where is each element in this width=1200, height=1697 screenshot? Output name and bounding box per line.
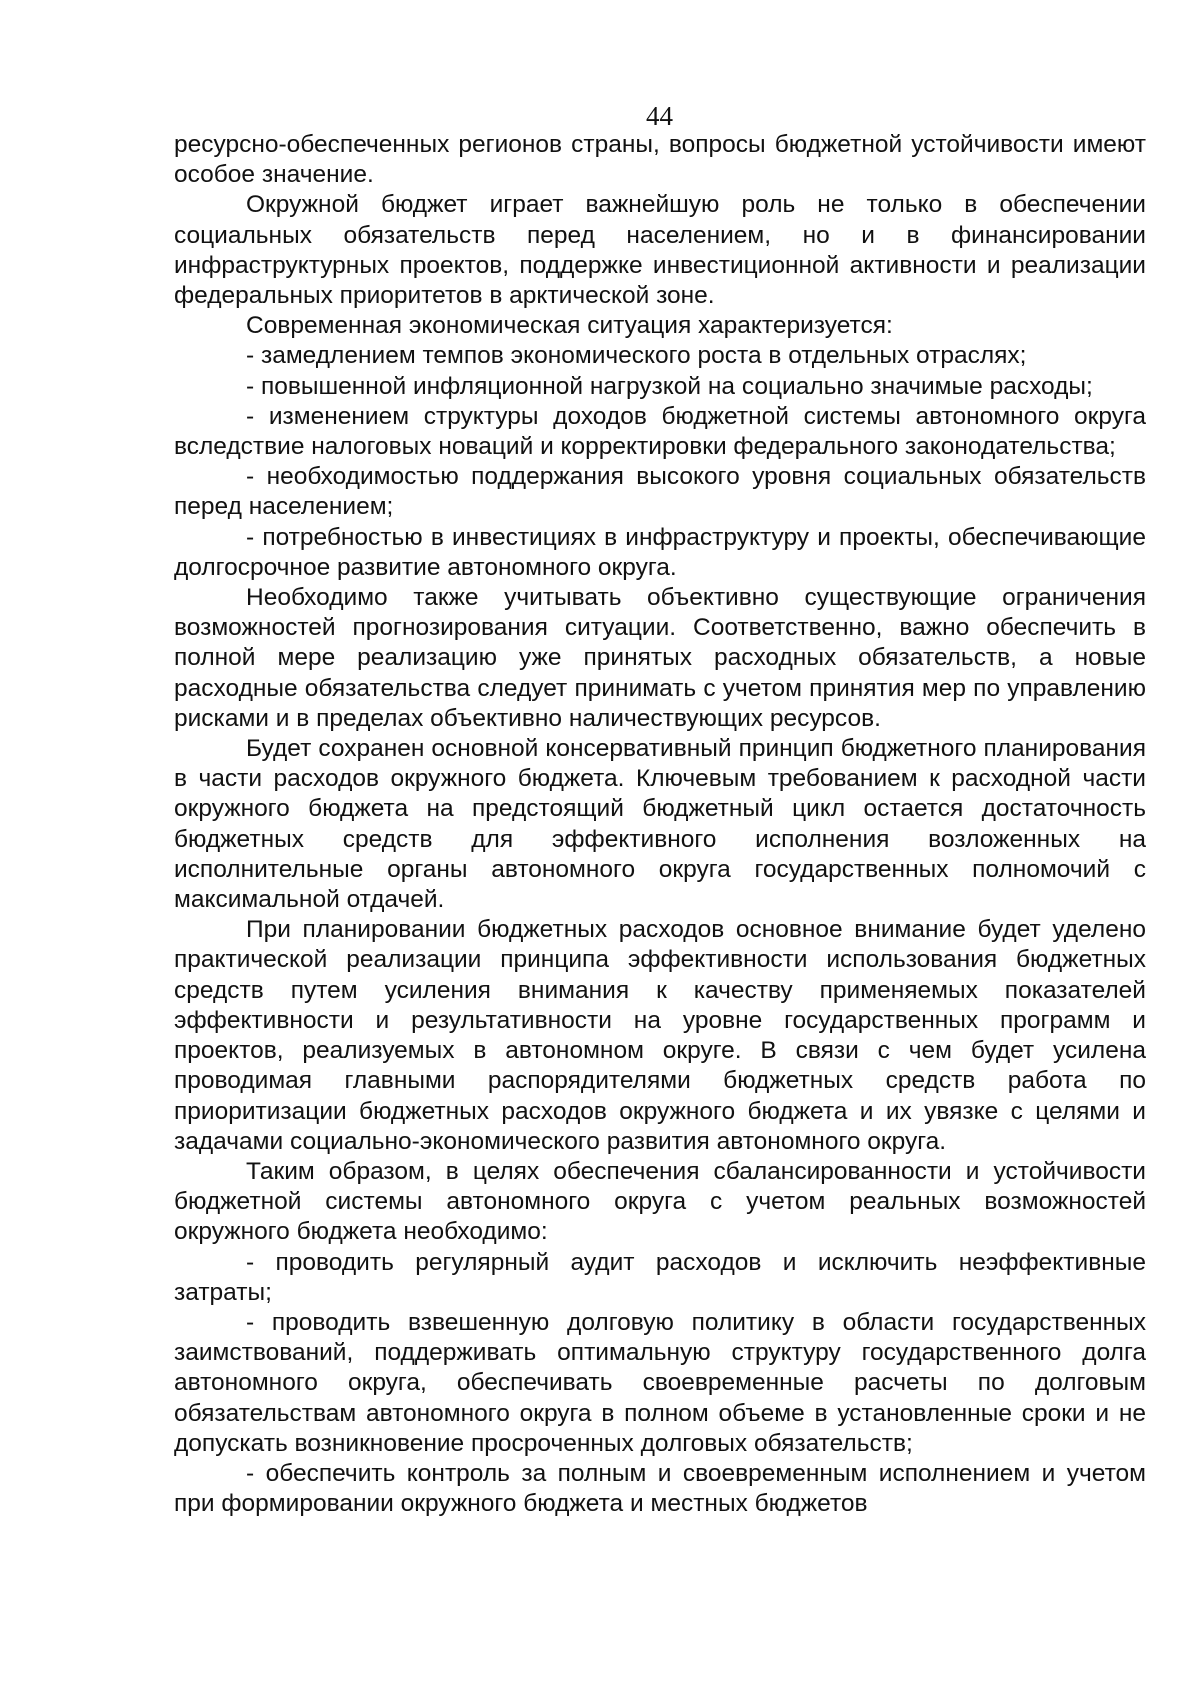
list-item: - проводить взвешенную долговую политику в области государственных заимствований, поддерживать оптимальную структуру государственного долга автономного округа, обеспечивать своевременные расчеты по долговым обязательствам автономного округа в полном объеме в установленные сроки и не допускать возникновение просроченных долговых обязательств; <box>174 1308 1146 1457</box>
paragraph: При планировании бюджетных расходов основное внимание будет уделено практической реализации принципа эффективности использования бюджетных средств путем усиления внимания к качеству применяемых показателей эффективности и результативности на уровне государственных программ и проектов, реализуемых в автономном округе. В связи с чем будет усилена проводимая главными распорядителями бюджетных средств работа по приоритизации бюджетных расходов окружного бюджета и их увязке с целями и задачами социально-экономического развития автономного округа. <box>174 916 1146 1155</box>
list-item: - потребностью в инвестициях в инфраструктуру и проекты, обеспечивающие долгосрочное развитие автономного округа. <box>174 523 1146 581</box>
paragraph: Необходимо также учитывать объективно существующие ограничения возможностей прогнозирования ситуации. Соответственно, важно обеспечить в полной мере реализацию уже принятых расходных обязательств, а новые расходные обязательства следует принимать с учетом принятия мер по управлению рисками и в пределах объективно наличествующих ресурсов. <box>174 584 1146 732</box>
list-item: - обеспечить контроль за полным и своевременным исполнением и учетом при формировании окружного бюджета и местных бюджетов <box>174 1459 1146 1518</box>
page-number: 44 <box>646 101 673 131</box>
paragraph: Современная экономическая ситуация характеризуется: <box>246 312 893 340</box>
paragraph: Будет сохранен основной консервативный принцип бюджетного планирования в части расходов окружного бюджета. Ключевым требованием к расходной части окружного бюджета на предстоящий бюджетный цикл остается достаточность бюджетных средств для эффективного исполнения возложенных на исполнительные органы автономного округа государственных полномочий с максимальной отдачей. <box>174 735 1146 914</box>
list-item: - изменением структуры доходов бюджетной системы автономного округа вследствие налоговых новаций и корректировки федерального законодательства; <box>174 402 1146 461</box>
paragraph: Таким образом, в целях обеспечения сбалансированности и устойчивости бюджетной системы автономного округа с учетом реальных возможностей окружного бюджета необходимо: <box>174 1157 1146 1246</box>
list-item: - повышенной инфляционной нагрузкой на социально значимые расходы; <box>246 372 1093 400</box>
list-item: - проводить регулярный аудит расходов и исключить неэффективные затраты; <box>174 1248 1146 1306</box>
list-item: - замедлением темпов экономического роста в отдельных отраслях; <box>246 342 1027 370</box>
paragraph: ресурсно-обеспеченных регионов страны, вопросы бюджетной устойчивости имеют особое значение. <box>174 131 1146 189</box>
body-text <box>174 130 1146 1519</box>
paragraph: Окружной бюджет играет важнейшую роль не только в обеспечении социальных обязательств перед населением, но и в финансировании инфраструктурных проектов, поддержке инвестиционной активности и реализации федеральных приоритетов в арктической зоне. <box>174 191 1146 310</box>
list-item: - необходимостью поддержания высокого уровня социальных обязательств перед населением; <box>174 463 1146 521</box>
